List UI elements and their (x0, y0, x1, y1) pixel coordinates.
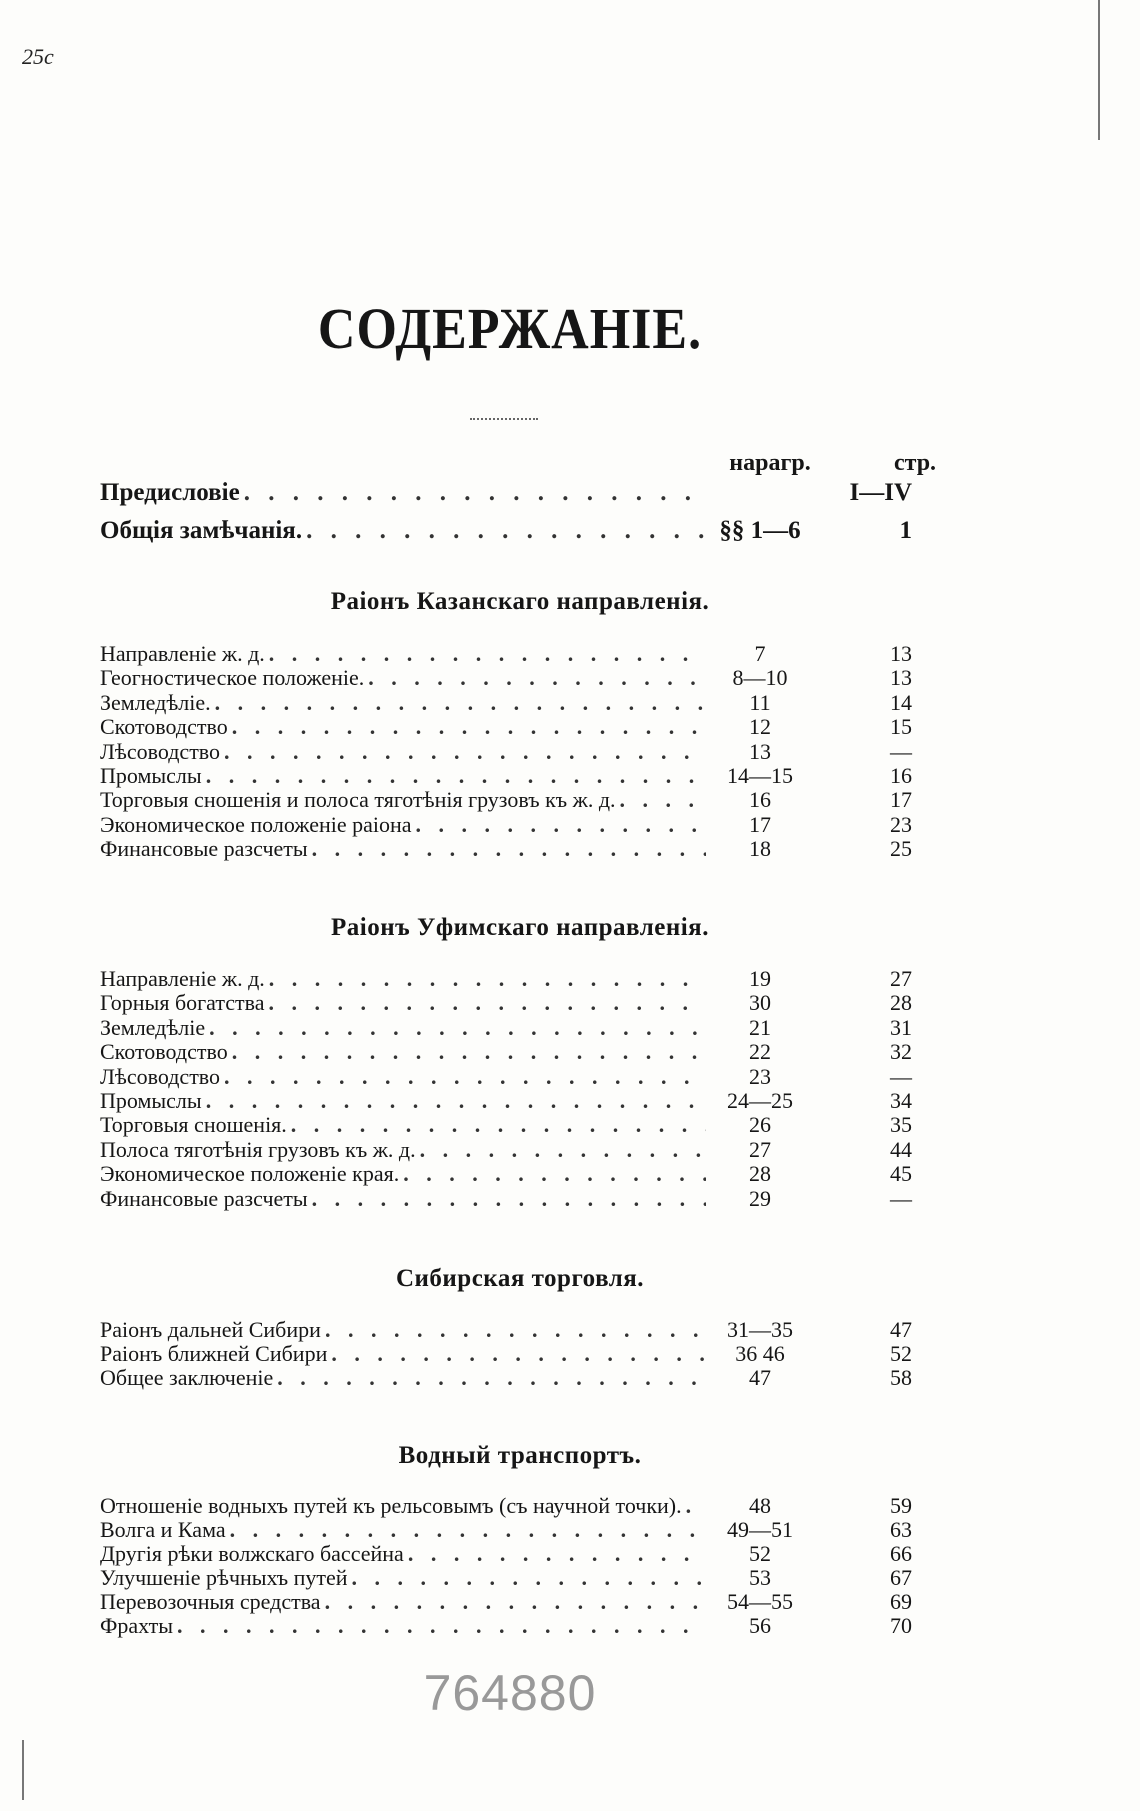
entry-page: 16 (890, 763, 912, 788)
entry-paragraph: 19 (749, 966, 771, 991)
entry-label: Земледѣліе (100, 1014, 206, 1040)
entry-label: Фрахты (100, 1613, 173, 1638)
column-header-page: стр. (893, 450, 937, 476)
entry-label: Улучшеніе рѣчныхъ путей (100, 1565, 348, 1590)
entry-page: 66 (890, 1541, 912, 1566)
toc-entry (100, 967, 940, 991)
toc-entry (100, 478, 940, 508)
leader-dots (408, 1542, 706, 1566)
entry-page: 25 (890, 836, 912, 862)
library-stamp: 764880 (423, 1665, 597, 1721)
section-heading: Водный транспортъ. (398, 1442, 642, 1469)
entry-label: Направленіе ж. д. (100, 966, 265, 991)
entry-paragraph: 36 46 (735, 1341, 785, 1366)
leader-dots (352, 1566, 706, 1590)
entry-page: 45 (890, 1161, 912, 1187)
entry-paragraph: 26 (749, 1112, 771, 1138)
leader-dots (215, 691, 706, 715)
leader-dots (620, 788, 706, 812)
entry-label: Другія рѣки волжскаго бассейна (100, 1541, 404, 1566)
entry-label: Общее заключеніе (100, 1365, 274, 1390)
toc-entry (100, 1138, 940, 1162)
entry-paragraph: 16 (749, 787, 771, 813)
entry-page: 44 (890, 1136, 912, 1162)
toc-entry (100, 1089, 940, 1113)
entry-paragraph: 8—10 (732, 665, 788, 691)
toc-entry (100, 1494, 940, 1518)
entry-page: 58 (890, 1365, 912, 1390)
toc-entry (100, 1113, 940, 1137)
leader-dots (312, 1187, 706, 1211)
toc-entry (100, 1016, 940, 1040)
leader-dots (291, 1113, 706, 1137)
toc-entry (100, 1566, 940, 1590)
entry-paragraph: §§ 1—6 (719, 517, 801, 544)
entry-paragraph: 24—25 (727, 1088, 793, 1113)
entry-label: Отношеніе водныхъ путей къ рельсовымъ (съ научной точки). (100, 1493, 682, 1518)
toc-entry (100, 991, 940, 1015)
entry-paragraph: 27 (749, 1136, 771, 1162)
entry-label: Промыслы (100, 1088, 202, 1113)
entry-label: Общія замѣчанія. (100, 517, 303, 544)
toc-entry (100, 1614, 940, 1638)
entry-paragraph: 14—15 (727, 763, 793, 788)
toc-entry (100, 764, 940, 788)
leader-dots (224, 740, 706, 764)
leader-dots (232, 715, 706, 739)
entry-label: Лѣсоводство (100, 1063, 221, 1089)
entry-page: 47 (890, 1317, 912, 1342)
leader-dots (325, 1318, 706, 1342)
entry-label: Горныя богатства (100, 990, 265, 1016)
toc-entry (100, 691, 940, 715)
toc-entry (100, 516, 940, 546)
leader-dots (209, 1016, 706, 1040)
entry-label: Полоса тяготѣнія грузовъ къ ж. д. (100, 1136, 416, 1162)
toc-entry (100, 1590, 940, 1614)
entry-page: 34 (890, 1088, 912, 1113)
entry-page: 1 (899, 517, 912, 544)
edge-line (22, 1740, 24, 1800)
entry-paragraph: 13 (749, 738, 771, 764)
entry-paragraph: 48 (749, 1493, 771, 1518)
leader-dots (269, 967, 706, 991)
entry-paragraph: 49—51 (727, 1517, 793, 1542)
entry-paragraph: 22 (749, 1039, 771, 1065)
toc-entry (100, 1162, 940, 1186)
entry-page: 15 (890, 714, 912, 740)
leader-dots (331, 1342, 706, 1366)
toc-entry (100, 1040, 940, 1064)
entry-paragraph: 28 (749, 1161, 771, 1187)
entry-page: 69 (890, 1589, 912, 1614)
entry-paragraph: 21 (749, 1014, 771, 1040)
entry-page: 27 (890, 966, 912, 991)
toc-entry (100, 1065, 940, 1089)
entry-label: Промыслы (100, 763, 202, 788)
leader-dots (269, 642, 706, 666)
entry-paragraph: 18 (749, 836, 771, 862)
corner-mark: 25c (22, 44, 54, 69)
leader-dots (325, 1590, 706, 1614)
entry-label: Геогностическое положеніе. (100, 665, 365, 691)
entry-paragraph: 53 (749, 1565, 771, 1590)
entry-label: Скотоводство (100, 714, 228, 740)
entry-label: Перевозочныя средства (100, 1589, 321, 1614)
leader-dots (177, 1614, 706, 1638)
entry-label: Раіонъ ближней Сибири (100, 1341, 328, 1366)
entry-page: I—IV (849, 479, 912, 506)
toc-entry (100, 740, 940, 764)
toc-entry (100, 666, 940, 690)
entry-paragraph: 52 (749, 1541, 771, 1566)
entry-page: 70 (890, 1613, 912, 1638)
leader-dots (368, 666, 706, 690)
leader-dots (224, 1065, 706, 1089)
entry-paragraph: 17 (749, 811, 771, 837)
leader-dots (420, 1138, 706, 1162)
toc-entry (100, 1366, 940, 1390)
section-heading: Раіонъ Уфимскаго направленія. (331, 914, 709, 941)
entry-label: Финансовые разсчеты (100, 1185, 308, 1211)
leader-dots (232, 1040, 706, 1064)
leader-dots (230, 1518, 706, 1542)
entry-page: 32 (890, 1039, 912, 1065)
entry-page: 13 (890, 641, 912, 666)
entry-label: Экономическое положеніе края. (100, 1161, 400, 1187)
entry-page: 17 (890, 787, 912, 813)
toc-entry (100, 1318, 940, 1342)
entry-label: Лѣсоводство (100, 738, 221, 764)
entry-paragraph: 54—55 (727, 1589, 793, 1614)
section-heading: Сибирская торговля. (395, 1265, 645, 1292)
leader-dots (277, 1366, 706, 1390)
entry-label: Волга и Кама (100, 1517, 226, 1542)
leader-dots (416, 813, 706, 837)
entry-label: Скотоводство (100, 1039, 228, 1065)
entry-label: Земледѣліе. (100, 689, 211, 715)
leader-dots (269, 991, 707, 1015)
toc-entry (100, 813, 940, 837)
entry-paragraph: 7 (754, 641, 766, 666)
leader-dots (312, 837, 706, 861)
entry-label: Предисловіе (100, 479, 240, 506)
leader-dots (306, 516, 706, 546)
entry-page: 35 (890, 1112, 912, 1138)
entry-paragraph: 29 (749, 1185, 771, 1211)
entry-paragraph: 47 (749, 1365, 771, 1390)
toc-entry (100, 642, 940, 666)
leader-dots (206, 1089, 706, 1113)
leader-dots (244, 478, 706, 508)
entry-page: 63 (890, 1517, 912, 1542)
entry-page: 28 (890, 990, 912, 1016)
entry-page: 14 (890, 689, 912, 715)
toc-entry (100, 1187, 940, 1211)
entry-page: 52 (890, 1341, 912, 1366)
entry-paragraph: 23 (749, 1063, 771, 1089)
entry-paragraph: 31—35 (727, 1317, 793, 1342)
section-heading: Раіонъ Казанскаго направленія. (330, 588, 710, 615)
entry-page: 59 (890, 1493, 912, 1518)
toc-entry (100, 715, 940, 739)
entry-paragraph: 30 (749, 990, 771, 1016)
leader-dots (686, 1494, 706, 1518)
entry-page: 13 (890, 665, 912, 691)
entry-label: Торговыя сношенія и полоса тяготѣнія грузовъ къ ж. д. (100, 787, 616, 813)
title-divider (470, 418, 538, 420)
edge-line (1098, 0, 1100, 140)
entry-paragraph: 11 (749, 689, 771, 715)
entry-paragraph: 12 (749, 714, 771, 740)
toc-entry (100, 1542, 940, 1566)
column-header-paragraph: нарагр. (729, 450, 811, 476)
entry-page: 67 (890, 1565, 912, 1590)
entry-page: 31 (890, 1014, 912, 1040)
entry-label: Торговыя сношенія. (100, 1112, 287, 1138)
leader-dots (403, 1162, 706, 1186)
entry-label: Финансовые разсчеты (100, 836, 308, 862)
entry-page: 23 (890, 811, 912, 837)
entry-page: — (890, 1063, 912, 1089)
leader-dots (206, 764, 706, 788)
toc-entry (100, 837, 940, 861)
toc-entry (100, 788, 940, 812)
entry-page: — (890, 1185, 912, 1211)
entry-label: Экономическое положеніе раіона (100, 811, 412, 837)
page-title: СОДЕРЖАНІЕ. (317, 297, 703, 362)
entry-label: Направленіе ж. д. (100, 641, 265, 666)
entry-page: — (890, 738, 912, 764)
toc-entry (100, 1518, 940, 1542)
entry-paragraph: 56 (749, 1613, 771, 1638)
entry-label: Раіонъ дальней Сибири (100, 1317, 321, 1342)
toc-entry (100, 1342, 940, 1366)
